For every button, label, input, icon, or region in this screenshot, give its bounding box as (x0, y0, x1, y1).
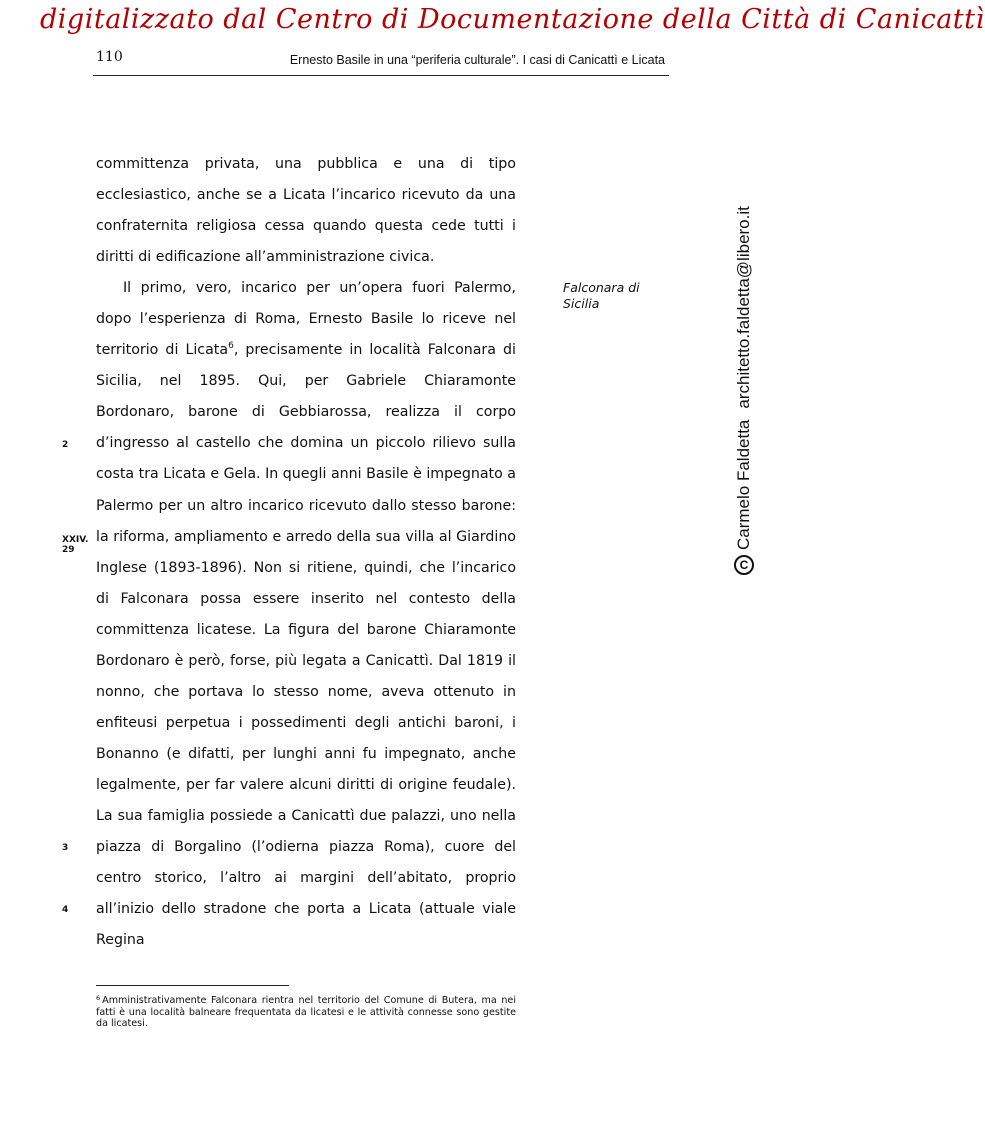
footnote (96, 993, 516, 1030)
paragraph-2-end: , precisamente in località Falconara di Sicilia, nel 1895. Qui, per Gabriele Chiaramonte Bordonaro, barone di Gebbiarossa, realizza il corpo d’ingresso al castello che domina un piccolo rilievo sulla costa tra Licata e Gela. In quegli anni Basile è impegnato a Palermo per un altro incarico ricevuto dallo stesso barone: la riforma, ampliamento e arredo della sua villa al Giardino Inglese (1893-1896). Non si ritiene, quindi, che l’incarico di Falconara possa essere inserito nel contesto della committenza licatese. La figura del barone Chiaramonte Bordonaro è però, forse, più legata a Canicattì. Dal 1819 il nonno, che portava lo stesso nome, aveva ottenuto in enfiteusi perpetua i possedimenti degli antichi baroni, i Bonanno (e difatti, per lunghi anni fu impegnato, anche legalmente, per far valere alcuni diritti di origine feudale). La sua famiglia possiede a Canicattì due palazzi, uno nella piazza di Borgalino (l’odierna piazza Roma), cuore del centro storico, l’altro ai margini dell’abitato, proprio all’inizio dello stradone che porta a Licata (attuale viale Regina (96, 342, 516, 949)
margin-number: 4 (62, 905, 69, 915)
copyright-watermark (734, 206, 754, 575)
margin-number: 3 (62, 843, 69, 853)
body-text (96, 149, 516, 956)
footnote-reference[interactable]: 6 (228, 341, 234, 352)
header-rule (93, 75, 669, 76)
digitization-banner: digitalizzato dal Centro di Documentazione della Città di Canicattì (40, 4, 985, 35)
paragraph-2-start: Il primo, vero, incarico per un’opera fuori Palermo, dopo l’esperienza di Roma, Ernesto Basile lo riceve nel territorio di Licata (96, 280, 516, 359)
watermark-email[interactable]: architetto.faldetta@libero.it (734, 206, 753, 409)
paragraph-1: committenza privata, una pubblica e una di tipo ecclesiastico, anche se a Licata l’incarico ricevuto da una confraternita religiosa cessa quando questa cede tutti i diritti di edificazione all’amministrazione civica. (96, 156, 516, 266)
running-title: Ernesto Basile in una “periferia culturale”. I casi di Canicattì e Licata (289, 53, 665, 67)
margin-number: XXIV. 29 (62, 535, 89, 555)
copyright-icon: C (734, 555, 754, 575)
footnote-text: Amministrativamente Falconara rientra nel territorio del Comune di Butera, ma nei fatti è una località balneare frequentata da licatesi e le attività connesse sono gestite da licatesi. (96, 995, 516, 1029)
margin-number: 2 (62, 440, 69, 450)
footnote-rule (96, 985, 289, 986)
paragraph-2 (96, 273, 516, 956)
page-number: 110 (96, 49, 123, 65)
side-note: Falconara di Sicilia (563, 280, 640, 311)
watermark-author: Carmelo Faldetta (734, 419, 753, 550)
footnote-marker: 6 (96, 994, 101, 1002)
